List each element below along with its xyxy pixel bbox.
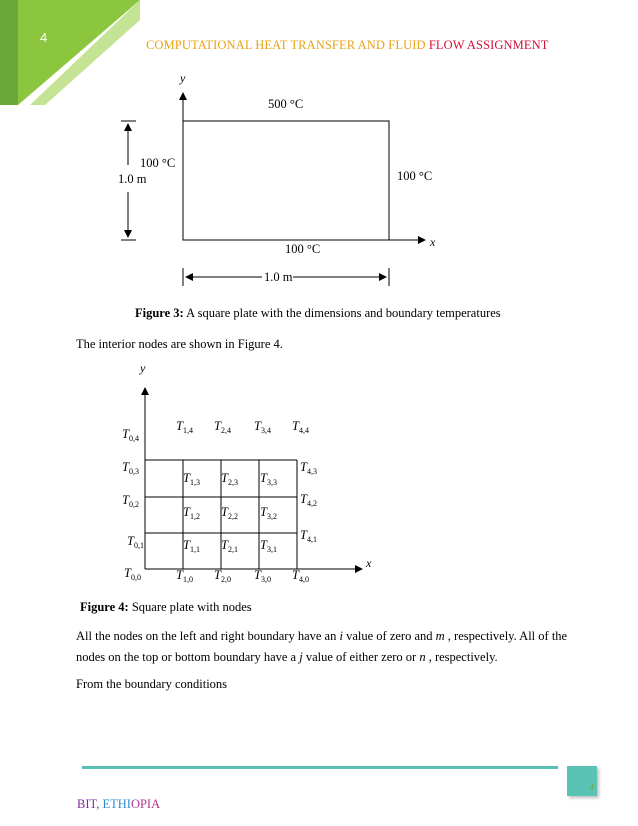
fig3-x-label: x bbox=[430, 235, 436, 249]
fig4-y-label: y bbox=[140, 361, 146, 375]
header-page-number: 4 bbox=[40, 30, 48, 45]
node-label-3-2: $T_{3,2}$ bbox=[260, 505, 277, 521]
node-label-0-1: $T_{0,1}$ bbox=[127, 534, 144, 550]
node-label-2-2: $T_{2,2}$ bbox=[221, 505, 238, 521]
footer-part2: ETHI bbox=[102, 797, 131, 811]
node-label-0-0: $T_{0,0}$ bbox=[124, 566, 141, 582]
fig3-left-temp: 100 °C bbox=[140, 156, 176, 170]
para-var-j: j bbox=[299, 650, 303, 664]
figure-4-caption bbox=[80, 600, 252, 615]
node-label-4-0: $T_{4,0}$ bbox=[292, 568, 309, 584]
node-label-2-1: $T_{2,1}$ bbox=[221, 538, 238, 554]
node-label-2-3: $T_{2,3}$ bbox=[221, 471, 238, 487]
para-text-d: value of either zero or bbox=[302, 650, 420, 664]
node-label-3-3: $T_{3,3}$ bbox=[260, 471, 277, 487]
node-label-3-1: $T_{3,1}$ bbox=[260, 538, 277, 554]
fig3-right-temp: 100 °C bbox=[397, 169, 433, 183]
para-text-b: value of zero and bbox=[342, 629, 436, 643]
node-label-2-0: $T_{2,0}$ bbox=[214, 568, 231, 584]
footer-page-badge bbox=[567, 766, 597, 796]
node-label-2-4: $T_{2,4}$ bbox=[214, 419, 231, 435]
header-title-part2: TRANSFER AND FLUID bbox=[290, 38, 429, 52]
node-label-3-0: $T_{3,0}$ bbox=[254, 568, 271, 584]
para-var-i: i bbox=[339, 629, 343, 643]
node-label-1-4: $T_{1,4}$ bbox=[176, 419, 193, 435]
boundary-paragraph bbox=[76, 626, 576, 668]
figure-4-caption-text: Square plate with nodes bbox=[128, 600, 252, 614]
fig3-height-label: 1.0 m bbox=[118, 172, 147, 186]
figure-3-caption-label: Figure 3: bbox=[135, 306, 184, 320]
para-text-a: All the nodes on the left and right boundary have an bbox=[76, 629, 340, 643]
fig3-top-temp: 500 °C bbox=[268, 97, 304, 111]
node-label-1-2: $T_{1,2}$ bbox=[183, 505, 200, 521]
intro-paragraph: The interior nodes are shown in Figure 4. bbox=[76, 337, 283, 351]
boundary-conditions-paragraph: From the boundary conditions bbox=[76, 677, 228, 691]
figure-4-caption-label: Figure 4: bbox=[80, 600, 129, 614]
figure-3-caption-text: A square plate with the dimensions and boundary temperatures bbox=[183, 306, 501, 320]
node-label-0-3: $T_{0,3}$ bbox=[122, 460, 139, 476]
footer-organization bbox=[77, 797, 160, 812]
node-label-1-1: $T_{1,1}$ bbox=[183, 538, 200, 554]
fig4-node-labels bbox=[122, 419, 317, 584]
node-label-4-4: $T_{4,4}$ bbox=[292, 419, 309, 435]
footer-divider bbox=[82, 766, 558, 769]
fig3-bottom-temp: 100 °C bbox=[285, 242, 321, 256]
para-text-e: , respectively. bbox=[425, 650, 498, 664]
header-title-part1: COMPUTATIONAL HEAT bbox=[146, 38, 291, 52]
header-title-part3: FLOW ASSIGNMENT bbox=[428, 38, 549, 52]
footer-part3: OPIA bbox=[130, 797, 161, 811]
para-text-c: , respectively. All of the nodes on the top or bottom boundary have a bbox=[76, 629, 568, 664]
node-label-3-4: $T_{3,4}$ bbox=[254, 419, 271, 435]
para-var-m: m bbox=[435, 629, 445, 643]
node-label-4-1: $T_{4,1}$ bbox=[300, 528, 317, 544]
node-label-1-3: $T_{1,3}$ bbox=[183, 471, 200, 487]
footer-page-number: 4 bbox=[589, 782, 594, 792]
node-label-4-2: $T_{4,2}$ bbox=[300, 492, 317, 508]
footer-part1: BIT, bbox=[77, 797, 103, 811]
para-var-n: n bbox=[419, 650, 426, 664]
node-label-0-4: $T_{0,4}$ bbox=[122, 427, 139, 443]
node-label-0-2: $T_{0,2}$ bbox=[122, 493, 139, 509]
node-label-1-0: $T_{1,0}$ bbox=[176, 568, 193, 584]
fig3-y-label: y bbox=[180, 71, 186, 85]
fig4-x-label: x bbox=[366, 556, 372, 570]
fig3-width-label: 1.0 m bbox=[264, 270, 293, 284]
node-label-4-3: $T_{4,3}$ bbox=[300, 460, 317, 476]
